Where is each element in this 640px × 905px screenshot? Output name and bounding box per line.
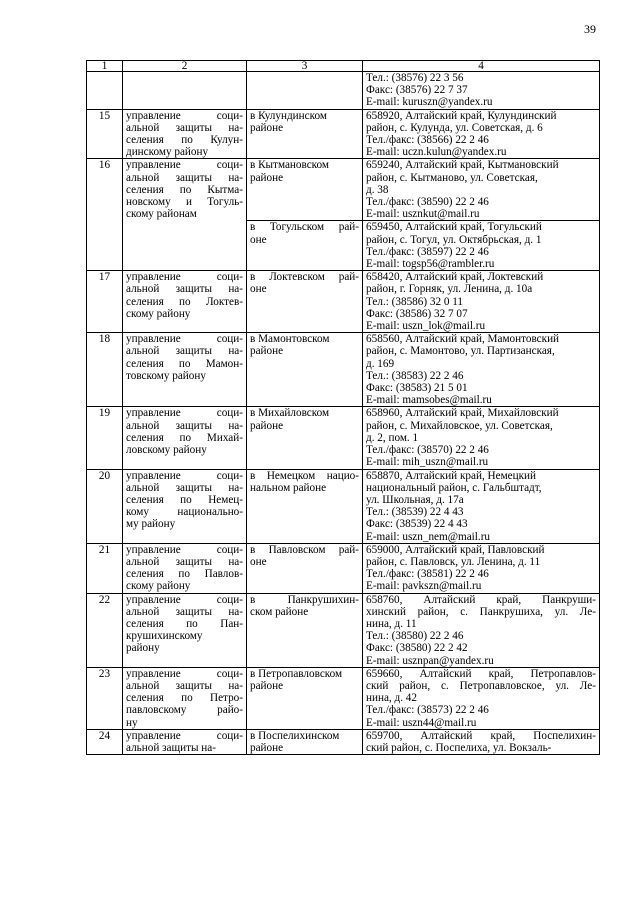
district-cell [247,72,363,110]
cell-line: в Панкрушихин- [250,593,359,606]
cell-line: в Поспелихинском [250,729,340,742]
contact-cell [363,407,600,469]
cell-line: район, с. Мамонтово, ул. Партизанская, [366,345,555,358]
contact-cell [363,221,600,271]
district-cell [247,159,363,221]
row-number: 24 [87,729,123,754]
cell-line: нальном районе [250,481,327,494]
cell-line: район, с. Михайловское, ул. Советская, [366,419,553,432]
cell-line: район, с. Кулунда, ул. Советская, д. 6 [366,121,543,134]
cell-line: селения по Мамон- [126,357,243,370]
cell-line: 659660, Алтайский край, Петропавлов- [366,667,596,680]
cell-line: альной защиты на- [126,679,243,692]
cell-line: районе [250,345,284,358]
cell-line: управление соци- [126,469,243,482]
cell-line: E-mail: mamsobes@mail.ru [366,394,492,407]
table-row [87,407,600,469]
cell-line: селения по Павлов- [126,568,243,581]
column-header: 2 [123,61,247,72]
row-number [87,72,123,110]
cell-line: альной защиты на- [126,345,243,358]
cell-line: E-mail: usznpan@yandex.ru [366,654,494,667]
cell-line: 658920, Алтайский край, Кулундинский [366,109,557,122]
cell-line: скому району [126,580,191,593]
table-row [87,333,600,407]
row-number: 17 [87,271,123,333]
district-cell [247,593,363,667]
cell-line: хинский район, с. Панкрушиха, ул. Ле- [366,605,596,618]
cell-line: в Тогульском рай- [250,221,359,234]
cell-line: район, с. Тогул, ул. Октябрьская, д. 1 [366,233,542,246]
cell-line: Факс: (38580) 22 2 42 [366,642,468,655]
cell-line: управление соци- [126,543,243,556]
cell-line: д. 38 [366,183,389,196]
cell-line: E-mail: usznkut@mail.ru [366,208,480,221]
cell-line: E-mail: uszn44@mail.ru [366,716,477,729]
cell-line: в Павловском рай- [250,543,359,556]
cell-line: 659000, Алтайский край, Павловский [366,543,545,556]
cell-line: Факс: (38576) 22 7 37 [366,84,468,97]
row-number: 19 [87,407,123,469]
cell-line: ул. Школьная, д. 17а [366,493,464,506]
cell-line: 659240, Алтайский край, Кытмановский [366,159,559,172]
row-number: 23 [87,667,123,729]
cell-line: управление соци- [126,407,243,420]
district-cell [247,729,363,754]
cell-line: динскому району [126,146,209,159]
cell-line: Факс: (38583) 21 5 01 [366,382,468,395]
agency-cell [123,469,247,543]
district-cell [247,469,363,543]
cell-line: альной защиты на- [126,481,243,494]
cell-line: крушихинскому [126,630,203,643]
cell-line: в Кулундинском [250,109,327,122]
cell-line: в Кытмановском [250,159,330,172]
cell-line: скому районам [126,208,197,221]
district-cell [247,407,363,469]
row-number: 20 [87,469,123,543]
row-number: 22 [87,593,123,667]
cell-line: национальный район, с. Гальбштадт, [366,481,542,494]
cell-line: ский район, с. Петропавловское, ул. Ле- [366,679,596,692]
table-row [87,593,600,667]
district-cell [247,667,363,729]
cell-line: ну [126,716,138,729]
row-number: 15 [87,109,123,159]
agency-cell [123,667,247,729]
cell-line: селения по Пан- [126,617,243,630]
contact-cell [363,543,600,593]
cell-line: селения по Кулун- [126,134,243,147]
cell-line: в Михайловском [250,407,330,420]
table-row [87,271,600,333]
cell-line: район, г. Горняк, ул. Ленина, д. 10а [366,283,533,296]
cell-line: управление соци- [126,593,243,606]
cell-line: Тел.: (38583) 22 2 46 [366,369,464,382]
cell-line: альной защиты на- [126,121,243,134]
cell-line: E-mail: uszn_nem@mail.ru [366,530,491,543]
cell-line: Тел./факс: (38573) 22 2 46 [366,704,489,717]
district-cell [247,271,363,333]
contact-cell [363,667,600,729]
cell-line: ском районе [250,605,309,618]
cell-line: управление соци- [126,729,243,742]
row-number: 21 [87,543,123,593]
cell-line: селения по Михай- [126,431,243,444]
cell-line: альной защиты на- [126,283,243,296]
cell-line: Тел./факс: (38597) 22 2 46 [366,245,489,258]
district-cell [247,543,363,593]
cell-line: районе [250,679,284,692]
cell-line: павловскому райо- [126,704,243,717]
cell-line: управление соци- [126,271,243,284]
contact-cell [363,593,600,667]
cell-line: E-mail: uszn_lok@mail.ru [366,320,486,333]
cell-line: му району [126,518,176,531]
contact-cell [363,729,600,754]
cell-line: 658760, Алтайский край, Панкруши- [366,593,596,606]
cell-line: селения по Немец- [126,493,243,506]
cell-line: товскому району [126,369,206,382]
table-row [87,729,600,754]
table-row [87,469,600,543]
table-row [87,109,600,159]
cell-line: оне [250,233,267,246]
cell-line: районе [250,419,284,432]
cell-line: районе [250,171,284,184]
cell-line: управление соци- [126,159,243,172]
cell-line: E-mail: togsp56@rambler.ru [366,258,495,271]
column-header: 4 [363,61,600,72]
cell-line: районе [250,741,284,754]
contact-cell [363,159,600,221]
page-number: 39 [584,22,596,36]
agency-cell [123,593,247,667]
cell-line: альной защиты на- [126,555,243,568]
cell-line: альной защиты на- [126,419,243,432]
contact-cell [363,271,600,333]
cell-line: Факс: (38539) 22 4 43 [366,518,468,531]
cell-line: в Локтевском рай- [250,271,359,284]
cell-line: в Петропавловском [250,667,343,680]
cell-line: скому району [126,307,191,320]
agency-cell [123,407,247,469]
cell-line: д. 2, пом. 1 [366,431,419,444]
cell-line: ловскому району [126,444,207,457]
contact-cell [363,333,600,407]
contact-cell [363,72,600,110]
cell-line: Тел./факс: (38566) 22 2 46 [366,134,489,147]
cell-line: в Немецком нацио- [250,469,359,482]
cell-line: новскому и Тогуль- [126,196,243,209]
cell-line: ский район, с. Поспелиха, ул. Вокзаль- [366,741,552,754]
table-row [87,667,600,729]
agency-cell [123,159,247,271]
cell-line: 658560, Алтайский край, Мамонтовский [366,333,560,346]
agency-cell [123,729,247,754]
agency-cell [123,271,247,333]
cell-line: д. 169 [366,357,395,370]
cell-line: кому национально- [126,506,243,519]
cell-line: альной защиты на- [126,741,216,754]
row-number: 16 [87,159,123,271]
cell-line: нина, д. 42 [366,692,417,705]
cell-line: 658420, Алтайский край, Локтевский [366,271,544,284]
cell-line: в Мамонтовском [250,333,330,346]
cell-line: Тел./факс: (38581) 22 2 46 [366,568,489,581]
cell-line: Тел.: (38576) 22 3 56 [366,72,464,84]
district-cell [247,221,363,271]
cell-line: управление соци- [126,667,243,680]
row-number: 18 [87,333,123,407]
contact-cell [363,469,600,543]
cell-line: E-mail: mih_uszn@mail.ru [366,456,489,469]
district-cell [247,109,363,159]
cell-line: E-mail: pavkszn@mail.ru [366,580,482,593]
cell-line: Тел./факс: (38590) 22 2 46 [366,196,489,209]
cell-line: Факс: (38586) 32 7 07 [366,307,468,320]
cell-line: 658960, Алтайский край, Михайловский [366,407,559,420]
cell-line: оне [250,555,267,568]
cell-line: 659450, Алтайский край, Тогульский [366,221,542,234]
table-row [87,543,600,593]
cell-line: Тел./факс: (38570) 22 2 46 [366,444,489,457]
column-header: 1 [87,61,123,72]
cell-line: 658870, Алтайский край, Немецкий [366,469,537,482]
cell-line: Тел.: (38586) 32 0 11 [366,295,464,308]
cell-line: альной защиты на- [126,605,243,618]
agency-cell [123,72,247,110]
cell-line: управление соци- [126,109,243,122]
table-header-row [87,61,600,72]
district-cell [247,333,363,407]
cell-line: районе [250,121,284,134]
table-row [87,159,600,221]
cell-line: район, с. Павловск, ул. Ленина, д. 11 [366,555,541,568]
cell-line: селения по Локтев- [126,295,243,308]
offices-table [86,60,600,755]
contact-cell [363,109,600,159]
column-header: 3 [247,61,363,72]
cell-line: 659700, Алтайский край, Поспелихин- [366,729,596,742]
cell-line: управление соци- [126,333,243,346]
cell-line: район, с. Кытманово, ул. Советская, [366,171,538,184]
cell-line: Тел.: (38580) 22 2 46 [366,630,464,643]
cell-line: E-mail: kuruszn@yandex.ru [366,96,493,109]
cell-line: селения по Петро- [126,692,243,705]
cell-line: E-mail: uczn.kulun@yandex.ru [366,146,507,159]
agency-cell [123,333,247,407]
cell-line: Тел.: (38539) 22 4 43 [366,506,464,519]
agency-cell [123,543,247,593]
cell-line: району [126,642,160,655]
table-row [87,72,600,110]
agency-cell [123,109,247,159]
cell-line: альной защиты на- [126,171,243,184]
cell-line: оне [250,283,267,296]
cell-line: нина, д. 11 [366,617,417,630]
cell-line: селения по Кытма- [126,183,243,196]
